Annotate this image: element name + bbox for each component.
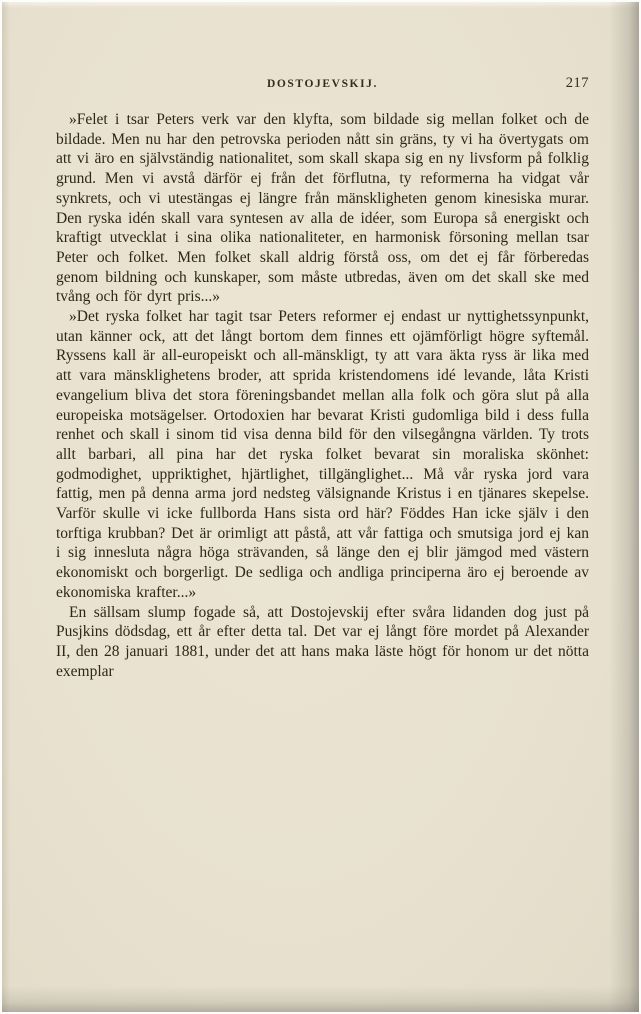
paragraph: »Felet i tsar Peters verk var den klyfta, som bildade sig mellan folket och de bildade. Men nu har den petrovska perioden nått sin gräns, ty vi ha övertygats om att vi äro en självständig nationalitet, som skall skapa sig en ny livsform på folklig grund. Men vi avstå därför ej från det förflutna, ty reformerna ha vidgat vår synkrets, och vi utestängas ej längre från mänskligheten genom kinesiska murar. Den ryska idén skall vara syntesen av alla de idéer, som Europa så energiskt och kraftigt utvecklat i sina olika nationaliteter, en harmonisk försoning mellan tsar Peter och folket. Men folket skall aldrig förstå oss, om det ej får förberedas genom bildning och kunskaper, som måste utbredas, även om det skall ske med tvång och för dyrt pris...» bbox=[56, 111, 589, 306]
page-content bbox=[2, 2, 639, 681]
running-title: DOSTOJEVSKIJ. bbox=[266, 78, 379, 90]
paragraph: En sällsam slump fogade så, att Dostojevskij efter svåra lidanden dog just på Pusjkins dödsdag, ett år efter detta tal. Det var ej långt före mordet på Alexander II, den 28 januari 1881, under det att hans maka läste högt för honom ur det nötta exemplar bbox=[56, 603, 589, 680]
body-text bbox=[56, 110, 589, 681]
page-header bbox=[56, 75, 589, 100]
paragraph: »Det ryska folket har tagit tsar Peters reformer ej endast ur nyttighetssynpunkt, utan känner ock, att det långt bortom dem finnes ett ojämförligt högre syftemål. Ryssens kall är all-europeiskt och all-mänskligt, ty att vara äkta ryss är lika med att vara mänsklighetens broder, att sprida kristendomens idé levande, låta Kristi evangelium bliva det stora föreningsbandet mellan alla folk och göra slut på alla europeiska motsägelser. Ortodoxien har bevarat Kristi gudomliga bild i dess fulla renhet och skall i sinom tid visa denna bild för den vilsegångna världen. Ty trots allt barbari, all pina har det ryska folket bevarat sin moraliska skönhet: godmodighet, uppriktighet, hjärtlighet, tillgänglighet... Må vår ryska jord vara fattig, men på denna arma jord nedsteg välsignande Kristus i en tjänares skepelse. Varför skulle vi icke fullborda Hans sista ord här? Föddes Han icke själv i den torftiga krubban? Det är orimligt att påstå, att vår fattiga och smutsiga jord ej kan i sig innesluta några höga strävanden, så länge den ej blir jämgod med västern ekonomiskt och borgerligt. De sedliga och andliga principerna äro ej beroende av ekonomiska krafter...» bbox=[56, 308, 589, 601]
page-number: 217 bbox=[565, 75, 589, 91]
